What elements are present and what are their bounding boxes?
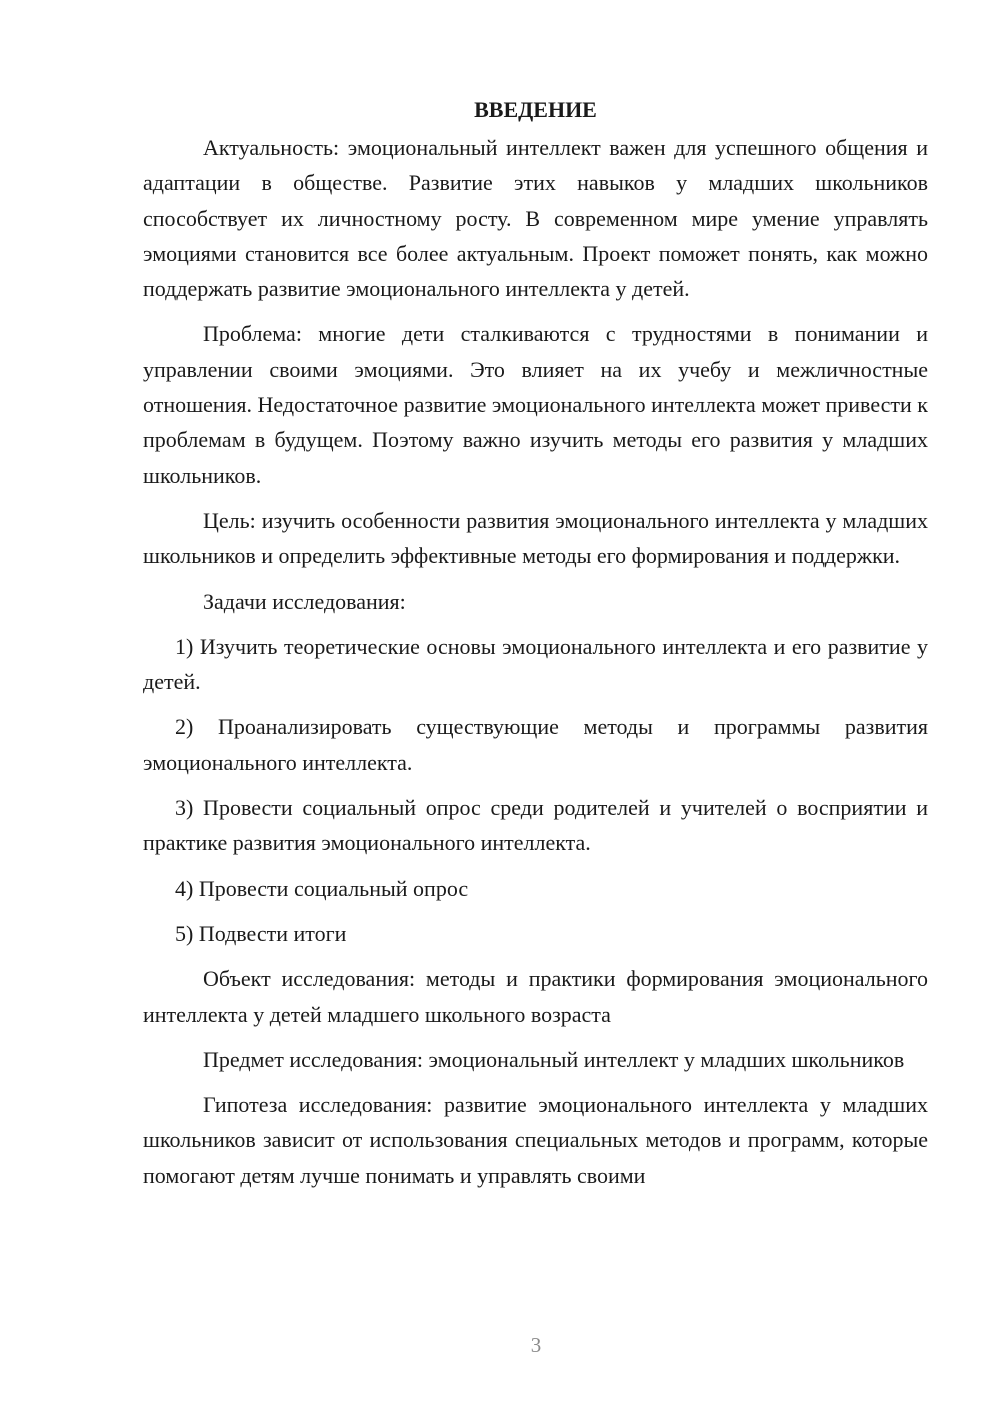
page-title: ВВЕДЕНИЕ: [474, 97, 597, 122]
page-number: 3: [530, 1333, 542, 1357]
task-item-5: 5) Подвести итоги: [175, 920, 347, 946]
hypothesis-paragraph: Гипотеза исследования: развитие эмоционального интеллекта у младших школьников зависит от использования специальных методов и программ, которые помогают детям лучше понимать и управлять своими: [143, 1092, 928, 1188]
goal-paragraph: Цель: изучить особенности развития эмоционального интеллекта у младших школьников и определить эффективные методы его формирования и поддержки.: [143, 507, 928, 569]
task-item-2: 2) Проанализировать существующие методы и программы развития эмоционального интеллекта.: [143, 714, 928, 775]
subject-paragraph: Предмет исследования: эмоциональный интеллект у младших школьников: [203, 1046, 905, 1072]
object-paragraph: Объект исследования: методы и практики формирования эмоционального интеллекта у детей младшего школьного возраста: [143, 966, 928, 1027]
tasks-title: Задачи исследования:: [203, 588, 406, 614]
task-item-4: 4) Провести социальный опрос: [175, 875, 469, 901]
relevance-paragraph: Актуальность: эмоциональный интеллект важен для успешного общения и адаптации в обществе. Развитие этих навыков у младших школьников способствует их личностному росту. В современном мире умение управлять эмоциями становится все более актуальным. Проект поможет понять, как можно поддержать развитие эмоционального интеллекта у детей.: [143, 135, 928, 302]
task-item-1: 1) Изучить теоретические основы эмоционального интеллекта и его развитие у детей.: [143, 633, 928, 695]
problem-paragraph: Проблема: многие дети сталкиваются с трудностями в понимании и управлении своими эмоциями. Это влияет на их учебу и межличностные отношения. Недостаточное развитие эмоционального интеллекта может привести к проблемам в будущем. Поэтому важно изучить методы его развития у младших школьников.: [143, 321, 928, 488]
task-item-3: 3) Провести социальный опрос среди родителей и учителей о восприятии и практике развития эмоционального интеллекта.: [143, 795, 928, 856]
document-page: [143, 92, 928, 1193]
